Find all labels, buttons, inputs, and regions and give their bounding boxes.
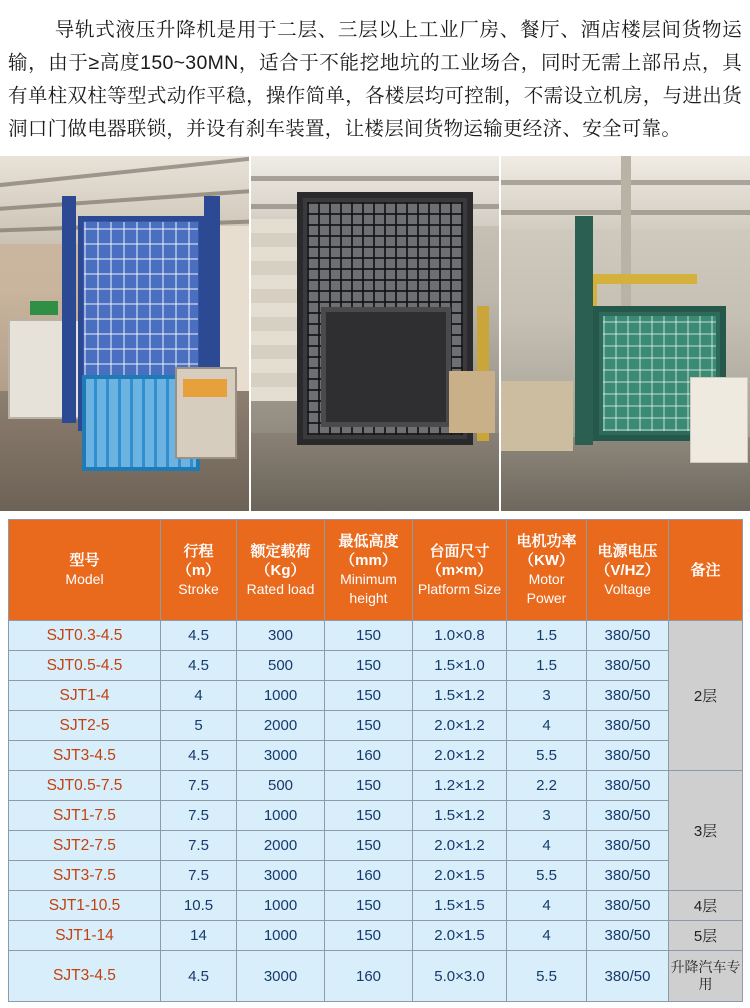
cell-voltage: 380/50 [587,681,669,711]
cell-power: 4 [507,921,587,951]
cell-power: 4 [507,831,587,861]
cell-min-height: 160 [325,741,413,771]
col-header-power-unit: （KW） [519,552,574,569]
col-header-power-cn: 电机功率 [516,533,577,550]
cell-stroke: 14 [161,921,237,951]
cell-platform: 5.0×3.0 [413,951,507,1002]
table-row [9,681,743,711]
cell-model: SJT1-10.5 [9,891,161,921]
guide-rail-left [62,196,76,423]
col-header-stroke-cn: 行程 [183,542,214,560]
cell-model: SJT2-5 [9,711,161,741]
cell-min-height: 150 [325,831,413,861]
cell-stroke: 7.5 [161,861,237,891]
cell-remark: 4层 [669,891,743,921]
cell-voltage: 380/50 [587,861,669,891]
cell-stroke: 4.5 [161,951,237,1002]
cart-load [183,379,227,397]
table-row [9,651,743,681]
cell-load: 1000 [237,921,325,951]
product-photo-strip [0,156,750,511]
cell-load: 3000 [237,951,325,1002]
cell-load: 2000 [237,831,325,861]
col-header-stroke [161,520,237,621]
table-row [9,801,743,831]
col-header-rated-load [237,520,325,621]
cargo-box [449,371,495,433]
cell-model: SJT1-7.5 [9,801,161,831]
cell-min-height: 150 [325,801,413,831]
cell-stroke: 10.5 [161,891,237,921]
table-header-row [9,520,743,621]
col-header-platform-size [413,520,507,621]
cell-model: SJT3-4.5 [9,951,161,1002]
col-header-platform-en: Platform Size [417,580,502,597]
photo-blue-guide-rail-cargo-lift-indoor [0,156,249,511]
cell-voltage: 380/50 [587,711,669,741]
cell-stroke: 7.5 [161,771,237,801]
cell-power: 5.5 [507,741,587,771]
cell-load: 3000 [237,861,325,891]
cell-min-height: 150 [325,711,413,741]
pallet-cart [175,367,237,459]
cell-voltage: 380/50 [587,951,669,1002]
table-row [9,831,743,861]
roof-beam [251,176,500,181]
product-intro-paragraph: 导轨式液压升降机是用于二层、三层以上工业厂房、餐厅、酒店楼层间货物运输，由于≥高度150~30MN，适合于不能挖地坑的工业场合，同时无需上部吊点，具有单柱双柱等型式动作平稳，操作简单，各楼层均可控制，不需设立机房，与进出货洞口门做电器联锁，并设有刹车装置，让楼层间货物运输更经济、安全可靠。 [8,19,742,140]
cell-load: 1000 [237,681,325,711]
cell-min-height: 150 [325,891,413,921]
col-header-remark [669,520,743,621]
col-header-model-cn: 型号 [69,552,100,569]
cell-min-height: 150 [325,621,413,651]
cell-platform: 2.0×1.5 [413,921,507,951]
lift-cab [321,307,452,427]
col-header-stroke-en: Stroke [178,580,219,597]
cell-power: 4 [507,711,587,741]
stacked-cartons [501,381,573,451]
cell-power: 3 [507,801,587,831]
cell-platform: 2.0×1.2 [413,711,507,741]
cell-load: 500 [237,651,325,681]
col-header-remark-cn: 备注 [690,561,721,579]
table-row [9,771,743,801]
cell-remark: 2层 [669,621,743,771]
cell-stroke: 4.5 [161,621,237,651]
cell-power: 2.2 [507,771,587,801]
col-header-voltage [587,520,669,621]
cell-model: SJT3-7.5 [9,861,161,891]
col-header-voltage-cn: 电源电压 [597,542,658,560]
cell-voltage: 380/50 [587,891,669,921]
col-header-power-en: Motor Power [526,571,567,606]
cell-platform: 2.0×1.5 [413,861,507,891]
cell-platform: 1.0×0.8 [413,621,507,651]
col-header-model-en: Model [65,571,104,587]
table-row [9,951,743,1002]
cell-model: SJT0.3-4.5 [9,621,161,651]
col-header-load-en: Rated load [246,580,315,597]
cell-stroke: 7.5 [161,831,237,861]
photo-green-mesh-guide-rail-lift [501,156,750,511]
cell-model: SJT2-7.5 [9,831,161,861]
wall-panel [251,216,303,401]
cell-stroke: 4.5 [161,741,237,771]
col-header-platform-cn: 台面尺寸 [429,542,490,560]
cell-min-height: 160 [325,951,413,1002]
col-header-minheight-unit: （mm） [340,552,397,569]
col-header-motor-power [507,520,587,621]
cell-platform: 1.5×1.2 [413,801,507,831]
table-row [9,921,743,951]
cell-load: 2000 [237,711,325,741]
cell-voltage: 380/50 [587,771,669,801]
col-header-voltage-unit: （V/HZ） [595,561,660,579]
cell-remark: 3层 [669,771,743,891]
cell-model: SJT1-4 [9,681,161,711]
col-header-load-cn: 额定载荷 [250,542,311,560]
cell-stroke: 7.5 [161,801,237,831]
cell-load: 3000 [237,741,325,771]
col-header-minheight-en: Minimum height [340,571,397,606]
col-header-model [9,520,161,621]
table-row [9,861,743,891]
cell-platform: 1.5×1.5 [413,891,507,921]
cell-stroke: 4 [161,681,237,711]
cell-load: 1000 [237,801,325,831]
cell-model: SJT1-14 [9,921,161,951]
cell-voltage: 380/50 [587,621,669,651]
cell-power: 1.5 [507,621,587,651]
cell-stroke: 5 [161,711,237,741]
col-header-voltage-en: Voltage [604,580,651,597]
cell-model: SJT3-4.5 [9,741,161,771]
cell-remark: 5层 [669,921,743,951]
photo-dark-steel-mesh-cargo-lift [251,156,500,511]
col-header-stroke-unit: （m） [176,561,221,579]
cell-load: 300 [237,621,325,651]
cell-platform: 1.5×1.0 [413,651,507,681]
cell-power: 1.5 [507,651,587,681]
guide-rail-column [575,216,593,445]
cell-load: 500 [237,771,325,801]
col-header-min-height [325,520,413,621]
col-header-minheight-cn: 最低高度 [338,533,399,550]
cell-voltage: 380/50 [587,921,669,951]
table-row [9,711,743,741]
cell-platform: 2.0×1.2 [413,741,507,771]
cell-min-height: 150 [325,921,413,951]
table-row [9,621,743,651]
col-header-load-unit: （Kg） [255,561,306,579]
cell-min-height: 160 [325,861,413,891]
cell-power: 5.5 [507,861,587,891]
cell-min-height: 150 [325,651,413,681]
cell-power: 4 [507,891,587,921]
cell-model: SJT0.5-7.5 [9,771,161,801]
cell-voltage: 380/50 [587,831,669,861]
wrapped-bale [690,377,748,463]
yellow-handrail [587,274,697,284]
cell-voltage: 380/50 [587,651,669,681]
cell-platform: 2.0×1.2 [413,831,507,861]
specification-table [8,519,743,1002]
cell-min-height: 150 [325,771,413,801]
cell-voltage: 380/50 [587,801,669,831]
cell-power: 5.5 [507,951,587,1002]
col-header-platform-unit: （m×m） [426,561,493,579]
cell-min-height: 150 [325,681,413,711]
cell-model: SJT0.5-4.5 [9,651,161,681]
cell-platform: 1.5×1.2 [413,681,507,711]
cell-stroke: 4.5 [161,651,237,681]
cell-remark: 升降汽车专用 [669,951,743,1002]
cell-platform: 1.2×1.2 [413,771,507,801]
exit-sign [30,301,58,315]
table-row [9,891,743,921]
cell-voltage: 380/50 [587,741,669,771]
cell-load: 1000 [237,891,325,921]
table-row [9,741,743,771]
cell-power: 3 [507,681,587,711]
